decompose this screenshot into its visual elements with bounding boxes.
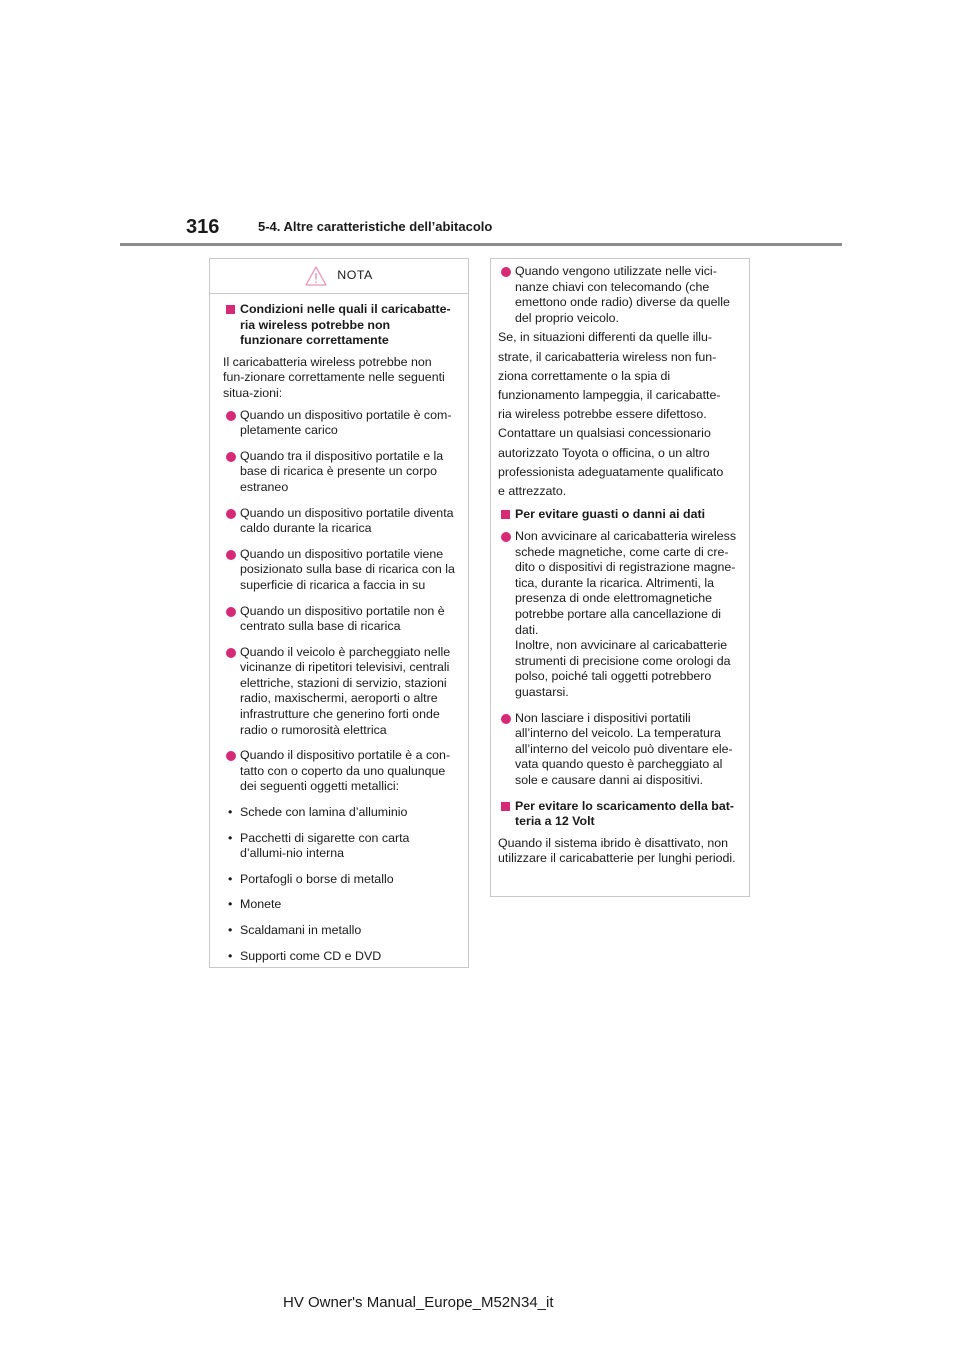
nota-label: NOTA xyxy=(337,268,373,283)
list-item-text: Inoltre, non avvicinare al caricabatterie strumenti di precisione come orologi da polso, poiché tali oggetti potrebbero guastarsi. xyxy=(515,638,731,699)
circle-bullet-icon xyxy=(226,648,236,658)
list-item-text: Quando un dispositivo portatile viene posizionato sulla base di ricarica con la superficie di ricarica a faccia in su xyxy=(240,546,455,592)
warning-icon xyxy=(305,266,327,286)
small-dot-icon: • xyxy=(228,923,233,937)
section-heading xyxy=(223,302,455,349)
circle-bullet-icon xyxy=(226,550,236,560)
square-bullet-icon xyxy=(501,510,510,519)
list-item-text: Quando un dispositivo portatile è com-pletamente carico xyxy=(240,407,452,438)
list-item xyxy=(223,748,455,795)
section-heading xyxy=(498,799,737,830)
list-item xyxy=(223,604,455,635)
page-number: 316 xyxy=(186,216,220,238)
paragraph-line: Se, in situazioni differenti da quelle illu- xyxy=(498,330,712,345)
closing-paragraph: Quando il sistema ibrido è disattivato, non utilizzare il caricabatterie per lunghi periodi. xyxy=(498,835,736,866)
paragraph-line: e attrezzato. xyxy=(498,483,567,498)
paragraph-line: ria wireless potrebbe essere difettoso. xyxy=(498,407,707,422)
circle-bullet-icon xyxy=(226,411,236,421)
sub-list-item xyxy=(223,831,455,862)
list-item xyxy=(223,645,455,739)
small-dot-icon: • xyxy=(228,871,233,886)
sub-list-item xyxy=(223,949,455,965)
list-item-text: Non lasciare i dispositivi portatili all’interno del veicolo. La temperatura all’interno del veicolo può diventare ele-vata quando questo è parcheggiato al sole e causare danni ai dispositivi. xyxy=(515,710,733,787)
list-item xyxy=(223,547,455,594)
circle-bullet-icon xyxy=(501,714,511,724)
circle-bullet-icon xyxy=(226,452,236,462)
heading-text: Per evitare guasti o danni ai dati xyxy=(515,507,706,522)
sub-list-item xyxy=(223,872,455,888)
list-item-text: Quando un dispositivo portatile non è centrato sulla base di ricarica xyxy=(240,603,445,634)
sub-list-item-text: Supporti come CD e DVD xyxy=(240,948,382,963)
list-item xyxy=(498,711,737,789)
circle-bullet-icon xyxy=(226,607,236,617)
paragraph-line: Contattare un qualsiasi concessionario xyxy=(498,426,711,441)
list-item xyxy=(498,264,737,326)
header-divider xyxy=(120,243,842,246)
list-item xyxy=(223,506,455,537)
list-item-text: Non avvicinare al caricabatteria wireless schede magnetiche, come carte di cre-dito o dispositivi di registrazione magne-tica, durante la ricarica. Altrimenti, la presenza di onde elettromagnetiche potrebbe portare alla cancellazione di dati. xyxy=(515,529,737,637)
sub-list-item-text: Portafogli o borse di metallo xyxy=(240,871,394,886)
heading-text: Per evitare lo scaricamento della bat-teria a 12 Volt xyxy=(515,798,734,829)
sub-list-item xyxy=(223,805,455,821)
paragraph-line: strate, il caricabatteria wireless non fun- xyxy=(498,349,717,364)
circle-bullet-icon xyxy=(501,532,511,542)
small-dot-icon: • xyxy=(228,830,233,845)
paragraph-line: professionista adeguatamente qualificato xyxy=(498,464,724,479)
circle-bullet-icon xyxy=(501,267,511,277)
nota-box-left xyxy=(209,258,469,968)
circle-bullet-icon xyxy=(226,509,236,519)
sub-list-item-text: Monete xyxy=(240,897,282,912)
sub-list-item-text: Pacchetti di sigarette con carta d’allumi-nio interna xyxy=(240,830,410,861)
list-item xyxy=(498,529,737,701)
heading-text: Condizioni nelle quali il caricabatte-ria wireless potrebbe non funzionare correttamente xyxy=(240,302,451,348)
section-title: 5-4. Altre caratteristiche dell’abitacolo xyxy=(258,219,493,234)
small-dot-icon: • xyxy=(228,805,233,820)
sub-list-item xyxy=(223,897,455,913)
section-heading xyxy=(498,507,737,523)
info-paragraph xyxy=(498,330,737,499)
square-bullet-icon xyxy=(501,802,510,811)
nota-box-right xyxy=(490,258,750,897)
intro-paragraph: Il caricabatteria wireless potrebbe non fun-zionare correttamente nelle seguenti situa-zioni: xyxy=(223,354,445,400)
list-item-text: Quando il dispositivo portatile è a con-tatto con o coperto da uno qualunque dei seguenti oggetti metallici: xyxy=(240,748,451,794)
paragraph-line: funzionamento lampeggia, il caricabatte- xyxy=(498,387,721,402)
sub-list-item-text: Schede con lamina d’alluminio xyxy=(240,805,408,820)
list-item-text: Quando il veicolo è parcheggiato nelle vicinanze di ripetitori televisivi, centrali elettriche, stazioni di servizio, stazioni radio, maxischermi, aeroporti o altre infrastrutture che generino forti onde radio o rumorosità elettrica xyxy=(240,644,451,737)
square-bullet-icon xyxy=(226,305,235,314)
paragraph-line: autorizzato Toyota o officina, o un altro xyxy=(498,445,710,460)
nota-header xyxy=(210,259,468,294)
list-item-text: Quando vengono utilizzate nelle vici-nanze chiavi con telecomando (che emettono onde radio) diverse da quelle del proprio veicolo. xyxy=(515,264,730,325)
sub-list-item xyxy=(223,923,455,939)
footer-manual-id: HV Owner's Manual_Europe_M52N34_it xyxy=(283,1294,554,1311)
list-item-text: Quando tra il dispositivo portatile e la base di ricarica è presente un corpo estraneo xyxy=(240,448,444,494)
circle-bullet-icon xyxy=(226,751,236,761)
paragraph-line: ziona correttamente o la spia di xyxy=(498,368,671,383)
small-dot-icon: • xyxy=(228,948,233,963)
list-item-text: Quando un dispositivo portatile diventa caldo durante la ricarica xyxy=(240,505,454,536)
list-item xyxy=(223,449,455,496)
list-item xyxy=(223,408,455,439)
small-dot-icon: • xyxy=(228,897,233,912)
sub-list-item-text: Scaldamani in metallo xyxy=(240,923,362,937)
